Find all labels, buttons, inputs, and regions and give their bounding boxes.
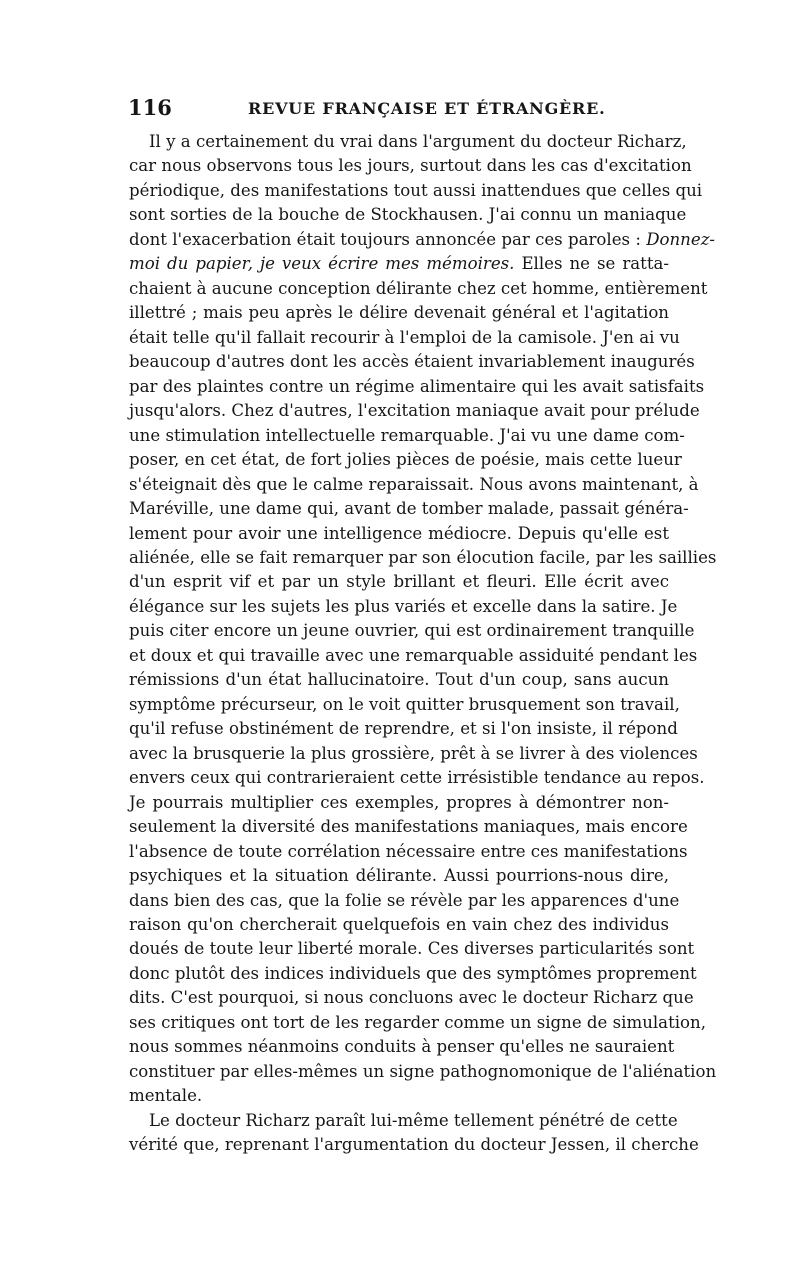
text-line: dits. C'est pourquoi, si nous concluons avec le docteur Richarz que [129,988,694,1008]
body-text [129,130,717,1158]
text-line: chaient à aucune conception délirante chez cet homme, entièrement [129,278,708,298]
page-header [128,95,668,119]
text-line: l'absence de toute corrélation nécessaire entre ces manifestations [129,841,688,861]
text-line: puis citer encore un jeune ouvrier, qui est ordinairement tranquille [129,621,695,641]
text-line: envers ceux qui contrarieraient cette irrésistible tendance au repos. [129,768,705,788]
text-line: s'éteignait dès que le calme reparaissait. Nous avons maintenant, à [129,474,699,494]
text-line: psychiques et la situation délirante. Aussi pourrions-nous dire, [129,866,669,886]
text-line: moi du papier, je veux écrire mes mémoires. Elles ne se ratta- [129,254,669,274]
text-line: illettré ; mais peu après le délire devenait général et l'agitation [129,303,669,323]
text-line: car nous observons tous les jours, surtout dans les cas d'excitation [129,156,692,176]
text-line: ses critiques ont tort de les regarder comme un signe de simulation, [129,1012,707,1032]
text-line: donc plutôt des indices individuels que des symptômes proprement [129,963,697,983]
text-line: par des plaintes contre un régime alimentaire qui les avait satisfaits [129,376,705,396]
text-line: une stimulation intellectuelle remarquable. J'ai vu une dame com- [129,425,685,445]
paragraph [129,130,717,1109]
text-line: nous sommes néanmoins conduits à penser qu'elles ne sauraient [129,1037,675,1057]
text-line: poser, en cet état, de fort jolies pièces de poésie, mais cette lueur [129,450,682,470]
text-line: était telle qu'il fallait recourir à l'emploi de la camisole. J'en ai vu [129,327,680,347]
text-line: jusqu'alors. Chez d'autres, l'excitation maniaque avait pour prélude [129,401,700,421]
running-title: REVUE FRANÇAISE ET ÉTRANGÈRE. [248,99,606,118]
text-line: Je pourrais multiplier ces exemples, propres à démontrer non- [129,792,669,812]
text-line: rémissions d'un état hallucinatoire. Tout d'un coup, sans aucun [129,670,669,690]
text-line: lement pour avoir une intelligence médiocre. Depuis qu'elle est [129,523,669,543]
text-line: élégance sur les sujets les plus variés et excelle dans la satire. Je [129,596,678,616]
text-line: constituer par elles-mêmes un signe pathognomonique de l'aliénation [129,1061,717,1081]
text-line: doués de toute leur liberté morale. Ces diverses particularités sont [129,939,695,959]
text-line: dans bien des cas, que la folie se révèle par les apparences d'une [129,890,680,910]
text-line: dont l'exacerbation était toujours annoncée par ces paroles : Donnez- [129,229,716,249]
text-line: raison qu'on chercherait quelquefois en vain chez des individus [129,915,669,934]
text-line: seulement la diversité des manifestations maniaques, mais encore [129,817,688,837]
text-line: vérité que, reprenant l'argumentation du docteur Jessen, il cherche [129,1135,699,1155]
text-line: Il y a certainement du vrai dans l'argument du docteur Richarz, [149,132,687,151]
text-line: mentale. [129,1086,203,1106]
text-line: d'un esprit vif et par un style brillant et fleuri. Elle écrit avec [129,572,669,592]
text-line: périodique, des manifestations tout aussi inattendues que celles qui [129,180,703,200]
text-line: symptôme précurseur, on le voit quitter brusquement son travail, [129,694,680,714]
page-number: 116 [128,95,172,120]
paragraph [129,1109,699,1158]
text-line: et doux et qui travaille avec une remarquable assiduité pendant les [129,645,698,665]
text-line: Le docteur Richarz paraît lui-même tellement pénétré de cette [149,1110,678,1130]
text-line: beaucoup d'autres dont les accès étaient invariablement inaugurés [129,352,695,372]
text-line: Maréville, une dame qui, avant de tomber malade, passait généra- [129,499,689,519]
text-line: qu'il refuse obstinément de reprendre, et si l'on insiste, il répond [129,719,678,739]
text-line: avec la brusquerie la plus grossière, prêt à se livrer à des violences [129,743,698,763]
text-line: aliénée, elle se fait remarquer par son élocution facile, par les saillies [129,547,717,567]
text-line: sont sorties de la bouche de Stockhausen. J'ai connu un maniaque [129,205,687,225]
